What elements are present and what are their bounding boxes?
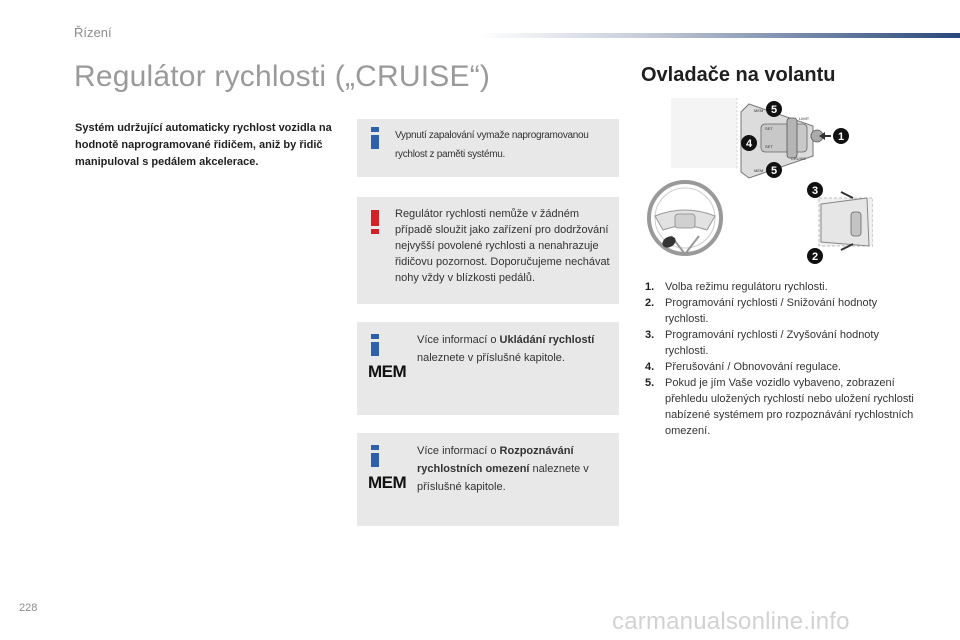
- info-icon: [371, 445, 379, 467]
- legend-number: 1.: [645, 281, 655, 293]
- controls-legend: [645, 279, 915, 439]
- svg-text:2: 2: [811, 251, 819, 263]
- callout-3: [807, 182, 823, 198]
- switch-label: CRUISE: [791, 156, 807, 161]
- mem-icon: MEM: [368, 473, 407, 492]
- switch-label: SET: [765, 126, 773, 131]
- switch-label: SET: [765, 144, 773, 149]
- switch-label: MEM: [754, 168, 764, 173]
- legend-item: [645, 295, 915, 327]
- legend-item: [645, 327, 915, 359]
- controls-title: Ovladače na volantu: [641, 64, 836, 86]
- mem-speeds-text: Více informací o Ukládání rychlostí naleznete v příslušné kapitole.: [417, 334, 595, 364]
- legend-number: 5.: [645, 377, 655, 389]
- mem-icon: MEM: [368, 362, 407, 381]
- svg-text:5: 5: [770, 104, 778, 116]
- callout-5-top: [766, 101, 782, 117]
- callout-2: [807, 248, 823, 264]
- warning-icon: [371, 210, 379, 234]
- switch-label: LIMIT: [799, 116, 810, 121]
- legend-item: [645, 375, 915, 439]
- svg-text:4: 4: [745, 138, 753, 150]
- intro-text: Systém udržující automaticky rychlost vozidla na hodnotě naprogramované řidičem, aniž by řidič manipuloval s pedálem akcelerace.: [75, 122, 332, 168]
- legend-text: Programování rychlosti / Zvyšování hodnoty rychlosti.: [665, 329, 879, 357]
- legend-number: 3.: [645, 329, 655, 341]
- callout-1: [833, 128, 849, 144]
- callout-4: [741, 135, 757, 151]
- info-box-mem-recognition: [357, 433, 619, 526]
- svg-text:1: 1: [837, 131, 845, 143]
- legend-number: 4.: [645, 361, 655, 373]
- info-icon: [371, 127, 379, 149]
- info-icon: [371, 334, 379, 356]
- legend-text: Přerušování / Obnovování regulace.: [665, 361, 842, 373]
- svg-text:5: 5: [770, 165, 778, 177]
- legend-number: 2.: [645, 297, 655, 309]
- legend-text: Programování rychlosti / Snižování hodnoty rychlosti.: [665, 297, 878, 325]
- mem-recognition-text: Více informací o Rozpoznávání rychlostních omezení naleznete v příslušné kapitole.: [417, 445, 589, 493]
- legend-item: [645, 279, 915, 295]
- info-box-mem-speeds: [357, 322, 619, 415]
- info-text: Vypnutí zapalování vymaže naprogramovanou rychlost z paměti systému.: [395, 130, 589, 160]
- page-title: Regulátor rychlosti („CRUISE“): [74, 60, 491, 93]
- switch-label: MEM: [754, 108, 764, 113]
- svg-text:3: 3: [811, 185, 819, 197]
- legend-text: Pokud je jím Vaše vozidlo vybaveno, zobrazení přehledu uložených rychlostí nebo uložení rychlosti nabízené systémem pro rozpoznávání rychlostních omezení.: [665, 377, 914, 437]
- watermark: carmanualsonline.info: [612, 608, 850, 635]
- legend-text: Volba režimu regulátoru rychlosti.: [665, 281, 828, 293]
- steering-controls-diagram: [641, 96, 873, 276]
- legend-item: [645, 359, 915, 375]
- header-bar: [478, 33, 960, 38]
- stalk-side-view: [819, 198, 873, 246]
- callout-5-bottom: [766, 162, 782, 178]
- page-number: 228: [19, 602, 38, 614]
- section-label: Řízení: [74, 25, 112, 40]
- warning-text: Regulátor rychlosti nemůže v žádném případě sloužit jako zařízení pro dodržování nejvyšší povolené rychlosti a nenahrazuje řidičovu pozornost. Doporučujeme nechávat nohy vždy v blízkosti pedálů.: [395, 208, 610, 284]
- info-box-ignition: [357, 119, 619, 177]
- steering-wheel: [649, 182, 721, 254]
- warning-box: [357, 197, 619, 304]
